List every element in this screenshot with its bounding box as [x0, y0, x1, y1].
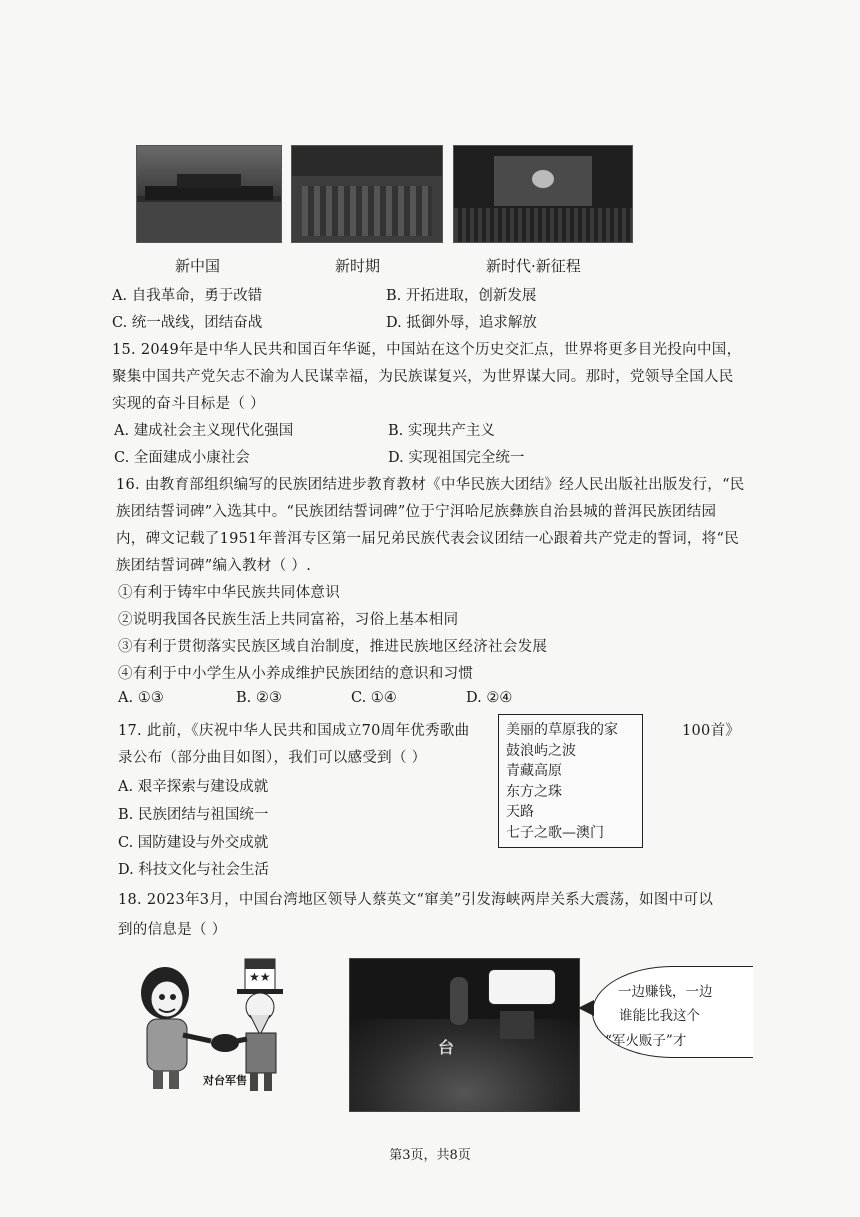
q18-stem-line-1: 18. 2023年3月，中国台湾地区领导人蔡英文“窜美”引发海峡两岸关系大震荡，如图中可以 — [118, 892, 714, 908]
q15-stem-line-1: 15. 2049年是中华人民共和国百年华诞，中国站在这个历史交汇点，世界将更多目光投向中国， — [112, 342, 742, 358]
q15-stem-line-2: 聚集中国共产党矢志不渝为人民谋幸福，为民族谋复兴，为世界谋大同。那时，党领导全国人民 — [112, 369, 734, 385]
q17-option-b: B. 民族团结与祖国统一 — [118, 807, 269, 823]
photo-caption-new-period: 新时期 — [335, 257, 381, 275]
photo-new-era — [453, 145, 633, 243]
photo-caption-new-era: 新时代·新征程 — [486, 257, 581, 275]
q15-option-a: A. 建成社会主义现代化强国 — [114, 423, 294, 439]
q15-option-d: D. 实现祖国完全统一 — [388, 450, 525, 466]
song-item: 七子之歌—澳门 — [506, 824, 604, 841]
q17-option-a: A. 艰辛探索与建设成就 — [118, 779, 269, 795]
q16-option-d: D. ②④ — [466, 690, 513, 706]
q14-option-d: D. 抵御外辱，追求解放 — [386, 315, 537, 331]
q18-stem-line-2: 到的信息是（ ） — [118, 922, 227, 938]
arms-dealer-image — [349, 958, 580, 1112]
q16-statement-3: ③有利于贯彻落实民族区域自治制度，推进民族地区经济社会发展 — [118, 639, 548, 655]
q17-option-d: D. 科技文化与社会生活 — [118, 862, 269, 878]
q15-option-c: C. 全面建成小康社会 — [114, 450, 250, 466]
q16-option-a: A. ①③ — [118, 690, 164, 706]
q14-option-b: B. 开拓进取，创新发展 — [386, 288, 537, 304]
q14-option-a: A. 自我革命，勇于改错 — [112, 288, 263, 304]
speech-line-2: 谁能比我这个 — [619, 1008, 700, 1024]
song-item: 天路 — [506, 804, 534, 820]
q16-statement-2: ②说明我国各民族生活上共同富裕，习俗上基本相同 — [118, 612, 459, 628]
q15-option-b: B. 实现共产主义 — [388, 423, 495, 439]
arms-sale-label: 对台军售 — [203, 1074, 247, 1087]
q15-stem-line-3: 实现的奋斗目标是（ ） — [112, 396, 265, 412]
q16-statement-1: ①有利于铸牢中华民族共同体意识 — [118, 585, 340, 601]
speech-line-1: 一边赚钱，一边 — [618, 984, 713, 1000]
taiwan-map-label: 台 — [438, 1038, 455, 1057]
speech-bubble-tail — [578, 1000, 594, 1016]
song-item: 东方之珠 — [506, 783, 562, 800]
photo-new-china — [136, 145, 282, 243]
song-list-box — [498, 714, 643, 848]
q16-statement-4: ④有利于中小学生从小养成维护民族团结的意识和习惯 — [118, 666, 474, 682]
q16-option-c: C. ①④ — [351, 690, 397, 706]
q16-stem-line-3: 内，碑文记载了1951年普洱专区第一届兄弟民族代表会议团结一心跟着共产党走的誓词，将“民 — [116, 531, 740, 547]
speech-line-3: “军火贩子”才 — [605, 1033, 687, 1049]
q17-stem-line-2: 录公布（部分曲目如图），我们可以感受到（ ） — [118, 750, 427, 766]
q16-option-b: B. ②③ — [236, 690, 282, 706]
q16-stem-line-4: 族团结誓词碑”编入教材（ ）. — [116, 558, 312, 574]
photo-caption-new-china: 新中国 — [175, 257, 221, 275]
song-item: 美丽的草原我的家 — [506, 722, 618, 738]
page-number: 第3页，共8页 — [389, 1148, 471, 1163]
song-item: 青藏高原 — [506, 763, 562, 779]
q16-stem-line-2: 族团结誓词碑”入选其中。“民族团结誓词碑”位于宁洱哈尼族彝族自治县城的普洱民族团结园 — [116, 504, 717, 520]
speech-bubble — [592, 966, 753, 1058]
q14-option-c: C. 统一战线，团结奋战 — [112, 315, 263, 331]
q17-option-c: C. 国防建设与外交成就 — [118, 835, 269, 851]
svg-text:★★: ★★ — [249, 970, 271, 984]
photo-new-period — [291, 145, 443, 243]
q16-stem-line-1: 16. 由教育部组织编写的民族团结进步教育教材《中华民族大团结》经人民出版社出版发行，“民 — [116, 477, 745, 493]
song-item: 鼓浪屿之波 — [506, 742, 576, 759]
q17-stem-suffix: 100首》 — [682, 723, 741, 739]
q17-stem-line-1: 17. 此前，《庆祝中华人民共和国成立70周年优秀歌曲 — [118, 723, 470, 739]
